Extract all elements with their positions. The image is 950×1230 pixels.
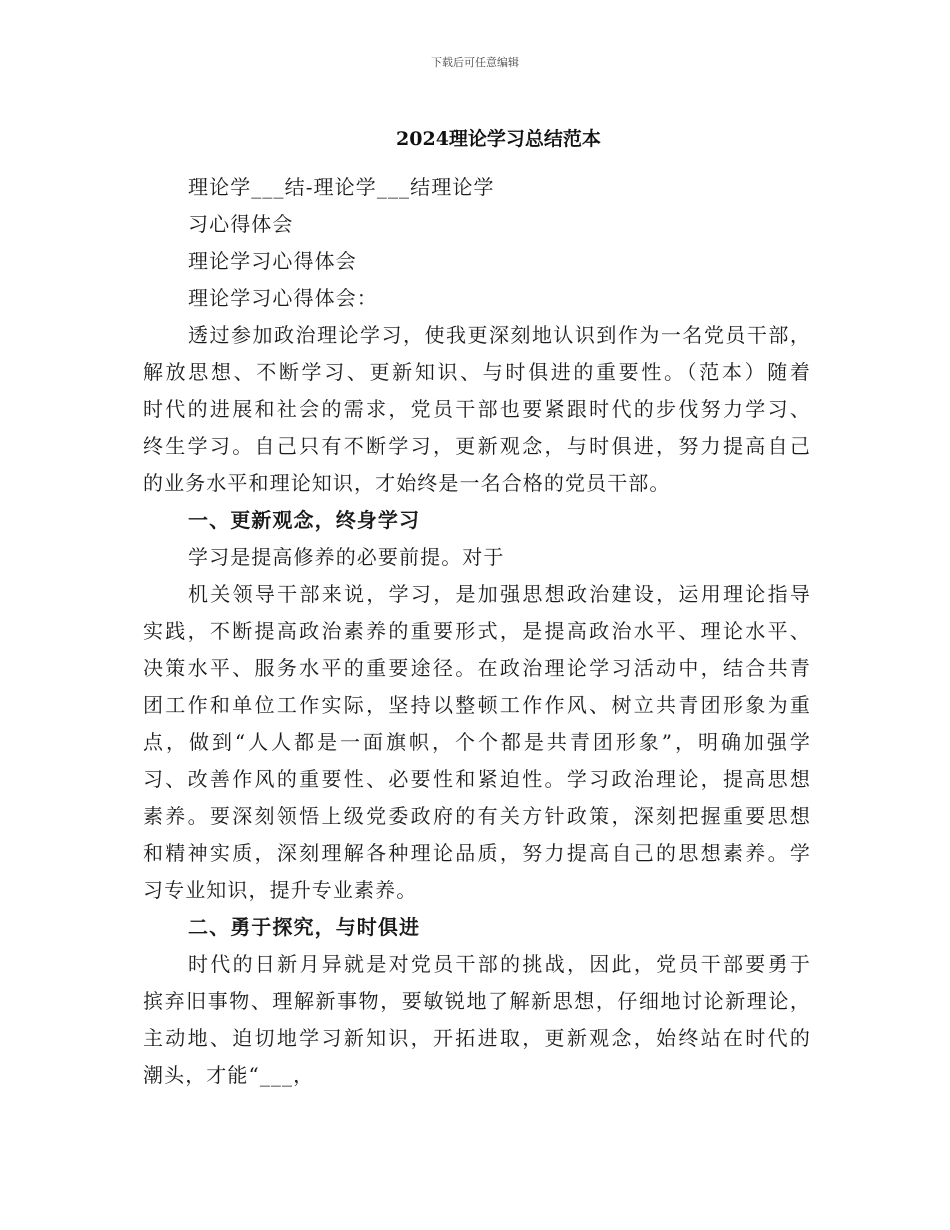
body-line: 理论学习心得体会 — [188, 249, 357, 273]
body-line: 习专业知识，提升专业素养。 — [143, 878, 418, 902]
body-line: 决策水平、服务水平的重要途径。在政治理论学习活动中，结合共青 — [143, 656, 811, 680]
body-line: 团工作和单位工作实际，坚持以整顿工作作风、树立共青团形象为重 — [143, 693, 811, 717]
body-line: 潮头，才能“___， — [143, 1063, 315, 1087]
body-line: 理论学___结-理论学___结理论学 — [188, 175, 495, 199]
body-line: 终生学习。自己只有不断学习，更新观念，与时俱进，努力提高自己 — [143, 434, 811, 458]
body-line: 理论学习心得体会： — [188, 286, 378, 310]
document-body — [143, 169, 811, 1094]
body-line: 时代的日新月异就是对党员干部的挑战，因此，党员干部要勇于 — [188, 952, 811, 976]
body-line: 摈弃旧事物、理解新事物，要敏锐地了解新思想，仔细地讨论新理论， — [143, 989, 811, 1013]
body-line: 学习是提高修养的必要前提。对于 — [188, 545, 505, 569]
body-line: 习、改善作风的重要性、必要性和紧迫性。学习政治理论，提高思想 — [143, 767, 811, 791]
body-line: 解放思想、不断学习、更新知识、与时俱进的重要性。（范本）随着 — [143, 360, 811, 384]
body-line: 实践，不断提高政治素养的重要形式，是提高政治水平、理论水平、 — [143, 619, 811, 643]
body-line: 习心得体会 — [188, 212, 294, 236]
body-line: 主动地、迫切地学习新知识，开拓进取，更新观念，始终站在时代的 — [143, 1026, 811, 1050]
body-line: 时代的进展和社会的需求，党员干部也要紧跟时代的步伐努力学习、 — [143, 397, 811, 421]
page-header-note: 下载后可任意编辑 — [431, 56, 519, 69]
section-heading: 二、勇于探究，与时俱进 — [188, 915, 421, 939]
body-line: 机关领导干部来说，学习，是加强思想政治建设，运用理论指导 — [188, 582, 811, 606]
document-title: 2024理论学习总结范本 — [396, 128, 601, 150]
body-line: 素养。要深刻领悟上级党委政府的有关方针政策，深刻把握重要思想 — [143, 804, 811, 828]
section-heading: 一、更新观念，终身学习 — [188, 508, 421, 532]
body-line: 的业务水平和理论知识，才始终是一名合格的党员干部。 — [143, 471, 671, 495]
body-line: 点，做到“人人都是一面旗帜，个个都是共青团形象”，明确加强学 — [143, 730, 811, 754]
body-line: 和精神实质，深刻理解各种理论品质，努力提高自己的思想素养。学 — [143, 841, 811, 865]
body-line: 透过参加政治理论学习，使我更深刻地认识到作为一名党员干部， — [188, 323, 811, 347]
